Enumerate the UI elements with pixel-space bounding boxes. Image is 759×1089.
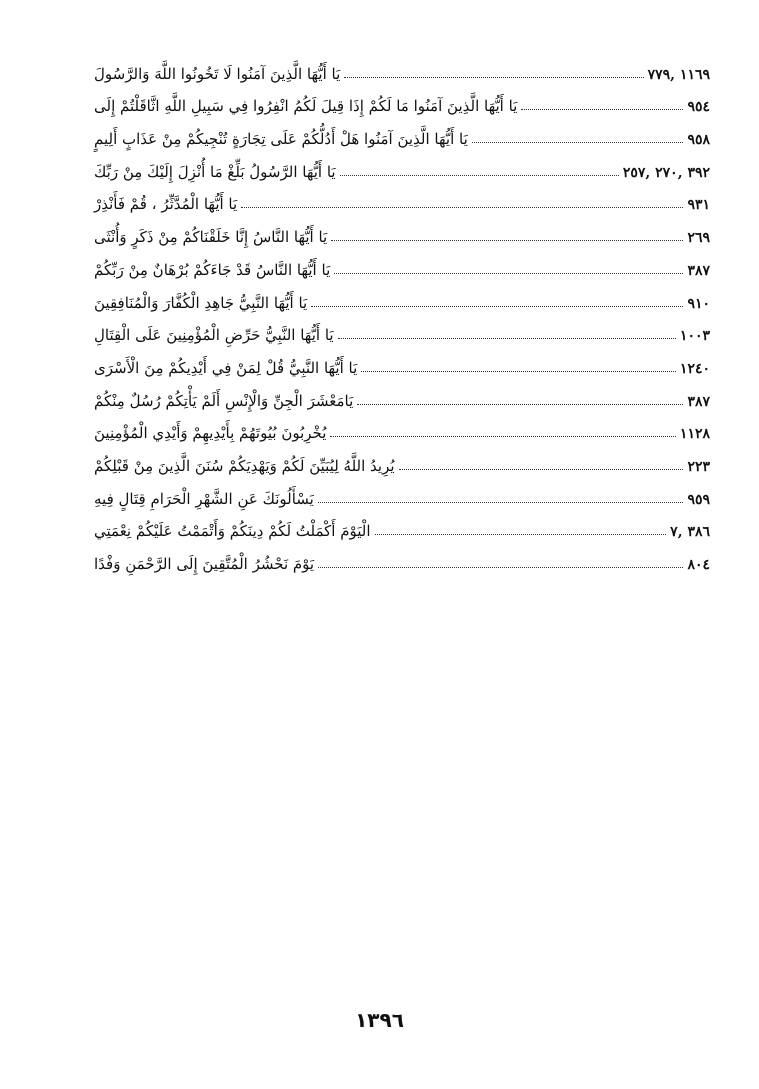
page-refs: ١٠٠٣ <box>679 328 710 345</box>
index-entry <box>94 412 710 445</box>
page-refs: ٢٢٣ <box>687 458 710 475</box>
dot-leader <box>399 469 684 470</box>
verse-text: يَا أَيُّهَا النَّبِيُّ قُلْ لِمَنْ فِي أَيْدِيكُمْ مِنَ الْأَسْرَى <box>94 358 358 377</box>
page-refs: ٩٥٨ <box>687 132 710 149</box>
index-entry <box>94 248 710 281</box>
index-entry <box>94 379 710 412</box>
page-refs: ٣٨٦ ,٧ <box>670 524 710 541</box>
verse-index <box>94 52 710 575</box>
index-entry <box>94 150 710 183</box>
dot-leader <box>340 175 619 176</box>
page-refs: ١١٢٨ <box>679 426 710 443</box>
dot-leader <box>338 338 676 339</box>
verse-text: يَوْمَ نَحْشُرُ الْمُتَّقِينَ إِلَى الرَّحْمَنِ وَفْدًا <box>94 555 315 573</box>
index-entry <box>94 346 710 379</box>
index-entry <box>94 85 710 118</box>
dot-leader <box>241 207 683 208</box>
page-refs: ٣٨٧ <box>687 262 710 279</box>
index-entry <box>94 510 710 543</box>
dot-leader <box>357 404 683 405</box>
index-entry <box>94 542 710 575</box>
dot-leader <box>318 502 684 503</box>
dot-leader <box>334 273 683 274</box>
verse-text: يَا أَيُّهَا الْمُدَّثِّرُ ، قُمْ فَأَنْذِرْ <box>94 195 238 214</box>
page-refs: ٩٣١ <box>687 197 710 214</box>
verse-text: يَا أَيُّهَا الَّذِينَ آمَنُوا مَا لَكُمْ إِذَا قِيلَ لَكُمُ انْفِرُوا فِي سَبِيلِ اللَّهِ اثَّاقَلْتُمْ إِلَى <box>94 97 518 116</box>
page-refs: ١١٦٩ ,٧٧٩ <box>647 66 710 83</box>
page-number: ١٣٩٦ <box>355 1008 404 1032</box>
index-entry <box>94 281 710 314</box>
dot-leader <box>331 240 683 241</box>
verse-text: يَا أَيُّهَا النَّاسُ إِنَّا خَلَقْنَاكُمْ مِنْ ذَكَرٍ وَأُنْثَى <box>94 228 328 247</box>
verse-text: يَا أَيُّهَا الَّذِينَ آمَنُوا هَلْ أَدُلُّكُمْ عَلَى تِجَارَةٍ تُنْجِيكُمْ مِنْ عَذَابٍ أَلِيمٍ <box>94 130 468 149</box>
page-refs: ٣٨٧ <box>687 393 710 410</box>
index-entry <box>94 215 710 248</box>
page-refs: ٨٠٤ <box>687 557 710 573</box>
page-refs: ٩٥٩ <box>687 491 710 508</box>
dot-leader <box>344 77 643 78</box>
verse-text: يَا أَيُّهَا النَّبِيُّ جَاهِدِ الْكُفَّارَ وَالْمُنَافِقِينَ <box>94 293 308 312</box>
page-refs: ٩٥٤ <box>687 99 710 116</box>
index-entry <box>94 444 710 477</box>
verse-text: يَا أَيُّهَا النَّاسُ قَدْ جَاءَكُمْ بُرْهَانٌ مِنْ رَبِّكُمْ <box>94 260 331 279</box>
verse-text: يُرِيدُ اللَّهُ لِيُبَيِّنَ لَكُمْ وَيَهْدِيَكُمْ سُنَنَ الَّذِينَ مِنْ قَبْلِكُمْ <box>94 456 395 475</box>
index-entry <box>94 117 710 150</box>
index-entry <box>94 477 710 510</box>
verse-text: يَامَعْشَرَ الْجِنِّ وَالْإِنْسِ أَلَمْ يَأْتِكُمْ رُسُلٌ مِنْكُمْ <box>94 391 354 410</box>
verse-text: يَسْأَلُونَكَ عَنِ الشَّهْرِ الْحَرَامِ قِتَالٍ فِيهِ <box>94 489 314 508</box>
page-refs: ٣٩٢ ,٢٧٠ ,٢٥٧ <box>622 164 710 181</box>
dot-leader <box>521 109 683 110</box>
verse-text: يُخْرِبُونَ بُيُوتَهُمْ بِأَيْدِيهِمْ وَأَيْدِي الْمُؤْمِنِينَ <box>94 424 327 443</box>
verse-text: الْيَوْمَ أَكْمَلْتُ لَكُمْ دِينَكُمْ وَأَتْمَمْتُ عَلَيْكُمْ نِعْمَتِي <box>94 522 371 541</box>
dot-leader <box>375 534 667 535</box>
dot-leader <box>330 436 676 437</box>
page-refs: ٢٦٩ <box>687 230 710 247</box>
index-entry <box>94 52 710 85</box>
page-refs: ١٢٤٠ <box>679 360 710 377</box>
verse-text: يَا أَيُّهَا النَّبِيُّ حَرِّضِ الْمُؤْمِنِينَ عَلَى الْقِتَالِ <box>94 326 334 345</box>
index-entry <box>94 314 710 347</box>
verse-text: يَا أَيُّهَا الَّذِينَ آمَنُوا لَا تَخُونُوا اللَّهَ وَالرَّسُولَ <box>94 64 341 83</box>
page-refs: ٩١٠ <box>687 295 710 312</box>
verse-text: يَا أَيُّهَا الرَّسُولُ بَلِّغْ مَا أُنْزِلَ إِلَيْكَ مِنْ رَبِّكَ <box>94 162 336 181</box>
index-entry <box>94 183 710 216</box>
dot-leader <box>311 306 683 307</box>
dot-leader <box>318 567 683 568</box>
dot-leader <box>361 371 676 372</box>
dot-leader <box>472 142 684 143</box>
